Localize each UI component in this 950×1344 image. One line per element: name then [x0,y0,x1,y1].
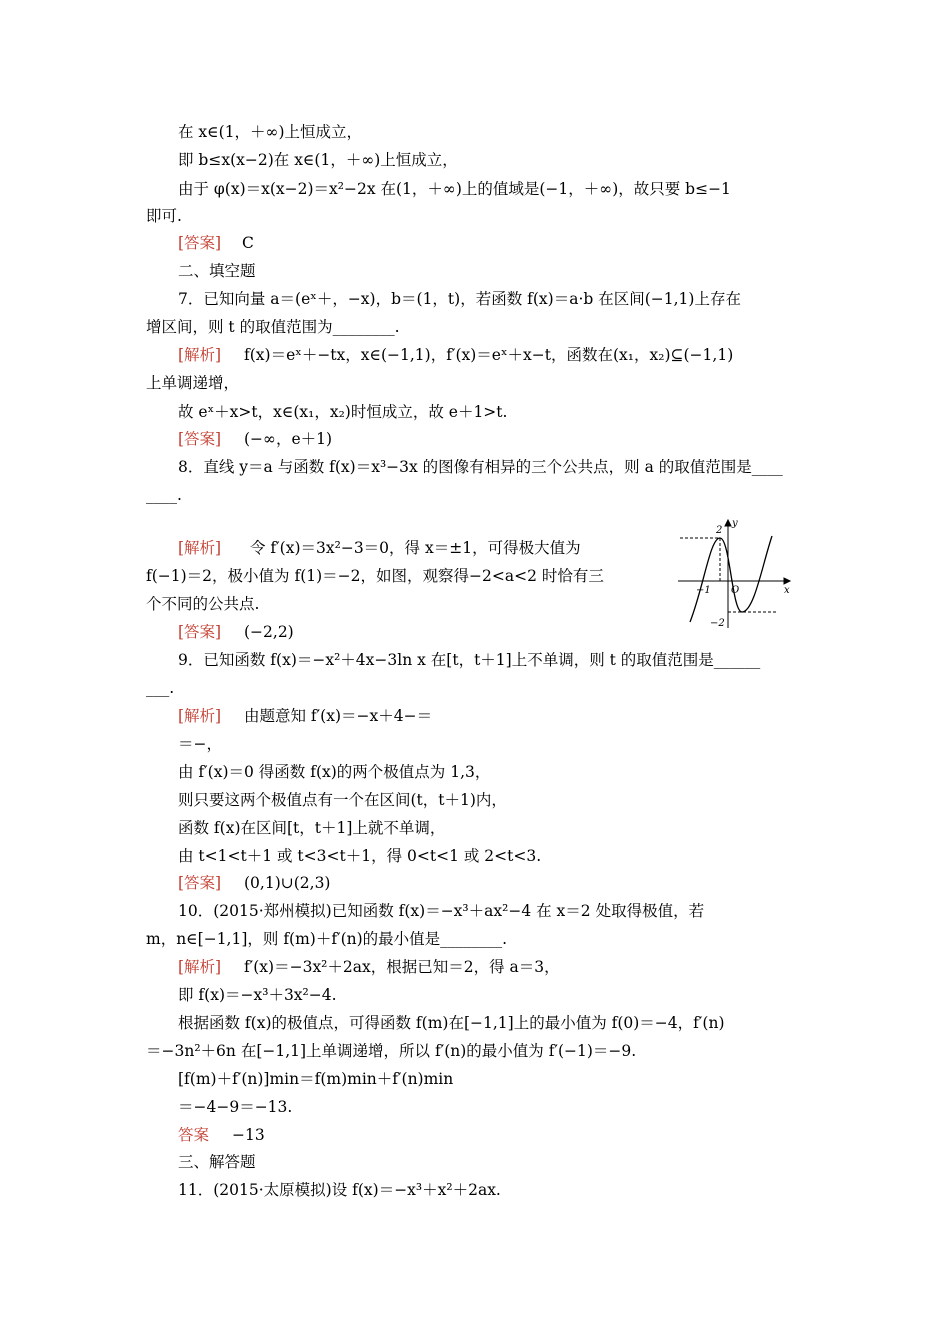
text-line: [f(m)＋f′(n)]min＝f(m)min＋f′(n)min [178,1070,454,1088]
max-label: 2 [716,525,723,536]
analysis-tag: [解析] [178,707,222,725]
text-line: 即 b≤x(x−2)在 x∈(1，＋∞)上恒成立， [178,151,458,169]
text-line: 上单调递增， [146,374,240,392]
text-line: 增区间，则 t 的取值范围为________. [146,318,400,336]
text-line: ＝−3n²＋6n 在[−1,1]上单调递增，所以 f′(n)的最小值为 f′(−1)＝−9. [146,1042,637,1060]
answer-value: (0,1)∪(2,3) [244,874,331,892]
text-line: 在 x∈(1，＋∞)上恒成立， [178,123,363,141]
text-line: ____. [146,486,182,504]
text-line: ___. [146,679,175,697]
answer-value: (−∞，e＋1) [244,430,333,448]
text-line: 由于 φ(x)＝x(x−2)＝x²−2x 在(1，＋∞)上的值域是(−1，＋∞)，故只要 b≤−1 [178,180,731,198]
answer-tag: [答案] [178,623,222,641]
min-label: −2 [710,618,725,629]
question-8: 8．直线 y＝a 与函数 f(x)＝x³−3x 的图像有相异的三个公共点，则 a 的取值范围是____ [178,458,783,476]
answer-tag: 答案 [178,1126,210,1144]
answer-value: (−2,2) [244,623,294,641]
x-label: x [784,585,790,596]
text-line: ＝−， [178,735,222,753]
text-line: 即可. [146,207,182,225]
cubic-function-graph [676,516,796,630]
answer-value: C [242,234,254,252]
text-line: 根据函数 f(x)的极值点，可得函数 f(m)在[−1,1]上的最小值为 f(0)＝−4，f′(n) [178,1014,725,1032]
text-line: m，n∈[−1,1]，则 f(m)＋f′(n)的最小值是________. [146,930,508,948]
answer-tag: [答案] [178,234,222,252]
section-heading: 二、填空题 [178,262,256,280]
text-line: 即 f(x)＝−x³＋3x²−4. [178,986,337,1004]
text-line: ＝−4−9＝−13. [178,1098,293,1116]
y-label: y [732,518,738,529]
neg-one-label: −1 [696,585,711,596]
text-line: 由 f′(x)＝0 得函数 f(x)的两个极值点为 1,3， [178,763,491,781]
text-line: 由 t<1<t＋1 或 t<3<t＋1，得 0<t<1 或 2<t<3. [178,847,542,865]
x-axis-arrow [784,578,790,584]
text-line: f(x)＝eˣ＋−tx，x∈(−1,1)，f′(x)＝eˣ＋x−t，函数在(x₁，x₂)⊆(−1,1) [244,346,734,364]
answer-tag: [答案] [178,430,222,448]
origin-label: O [731,585,740,596]
question-11: 11．(2015·太原模拟)设 f(x)＝−x³＋x²＋2ax. [178,1181,501,1199]
analysis-tag: [解析] [178,958,222,976]
text-line: 令 f′(x)＝3x²−3＝0，得 x＝±1，可得极大值为 [250,539,581,557]
text-line: 则只要这两个极值点有一个在区间(t，t＋1)内， [178,791,507,809]
section-heading: 三、解答题 [178,1153,256,1171]
answer-tag: [答案] [178,874,222,892]
text-line: f(−1)＝2，极小值为 f(1)＝−2，如图，观察得−2<a<2 时恰有三 [146,567,604,585]
y-axis-arrow [725,520,731,526]
analysis-tag: [解析] [178,539,222,557]
question-9: 9．已知函数 f(x)＝−x²＋4x−3ln x 在[t，t＋1]上不单调，则 t 的取值范围是______ [178,651,761,669]
analysis-tag: [解析] [178,346,222,364]
question-10: 10．(2015·郑州模拟)已知函数 f(x)＝−x³＋ax²−4 在 x＝2 处取得极值，若 [178,902,705,920]
cubic-curve [690,536,772,622]
question-7: 7．已知向量 a＝(eˣ＋，−x)，b＝(1，t)，若函数 f(x)＝a·b 在区间(−1,1)上存在 [178,290,741,308]
text-line: f′(x)＝−3x²＋2ax，根据已知＝2，得 a＝3， [244,958,560,976]
text-line: 函数 f(x)在区间[t，t＋1]上就不单调， [178,819,446,837]
text-line: 由题意知 f′(x)＝−x＋4−＝ [244,707,433,725]
text-line: 个不同的公共点. [146,595,260,613]
text-line: 故 eˣ＋x>t，x∈(x₁，x₂)时恒成立，故 e＋1>t. [178,403,508,421]
answer-value: −13 [232,1126,265,1144]
